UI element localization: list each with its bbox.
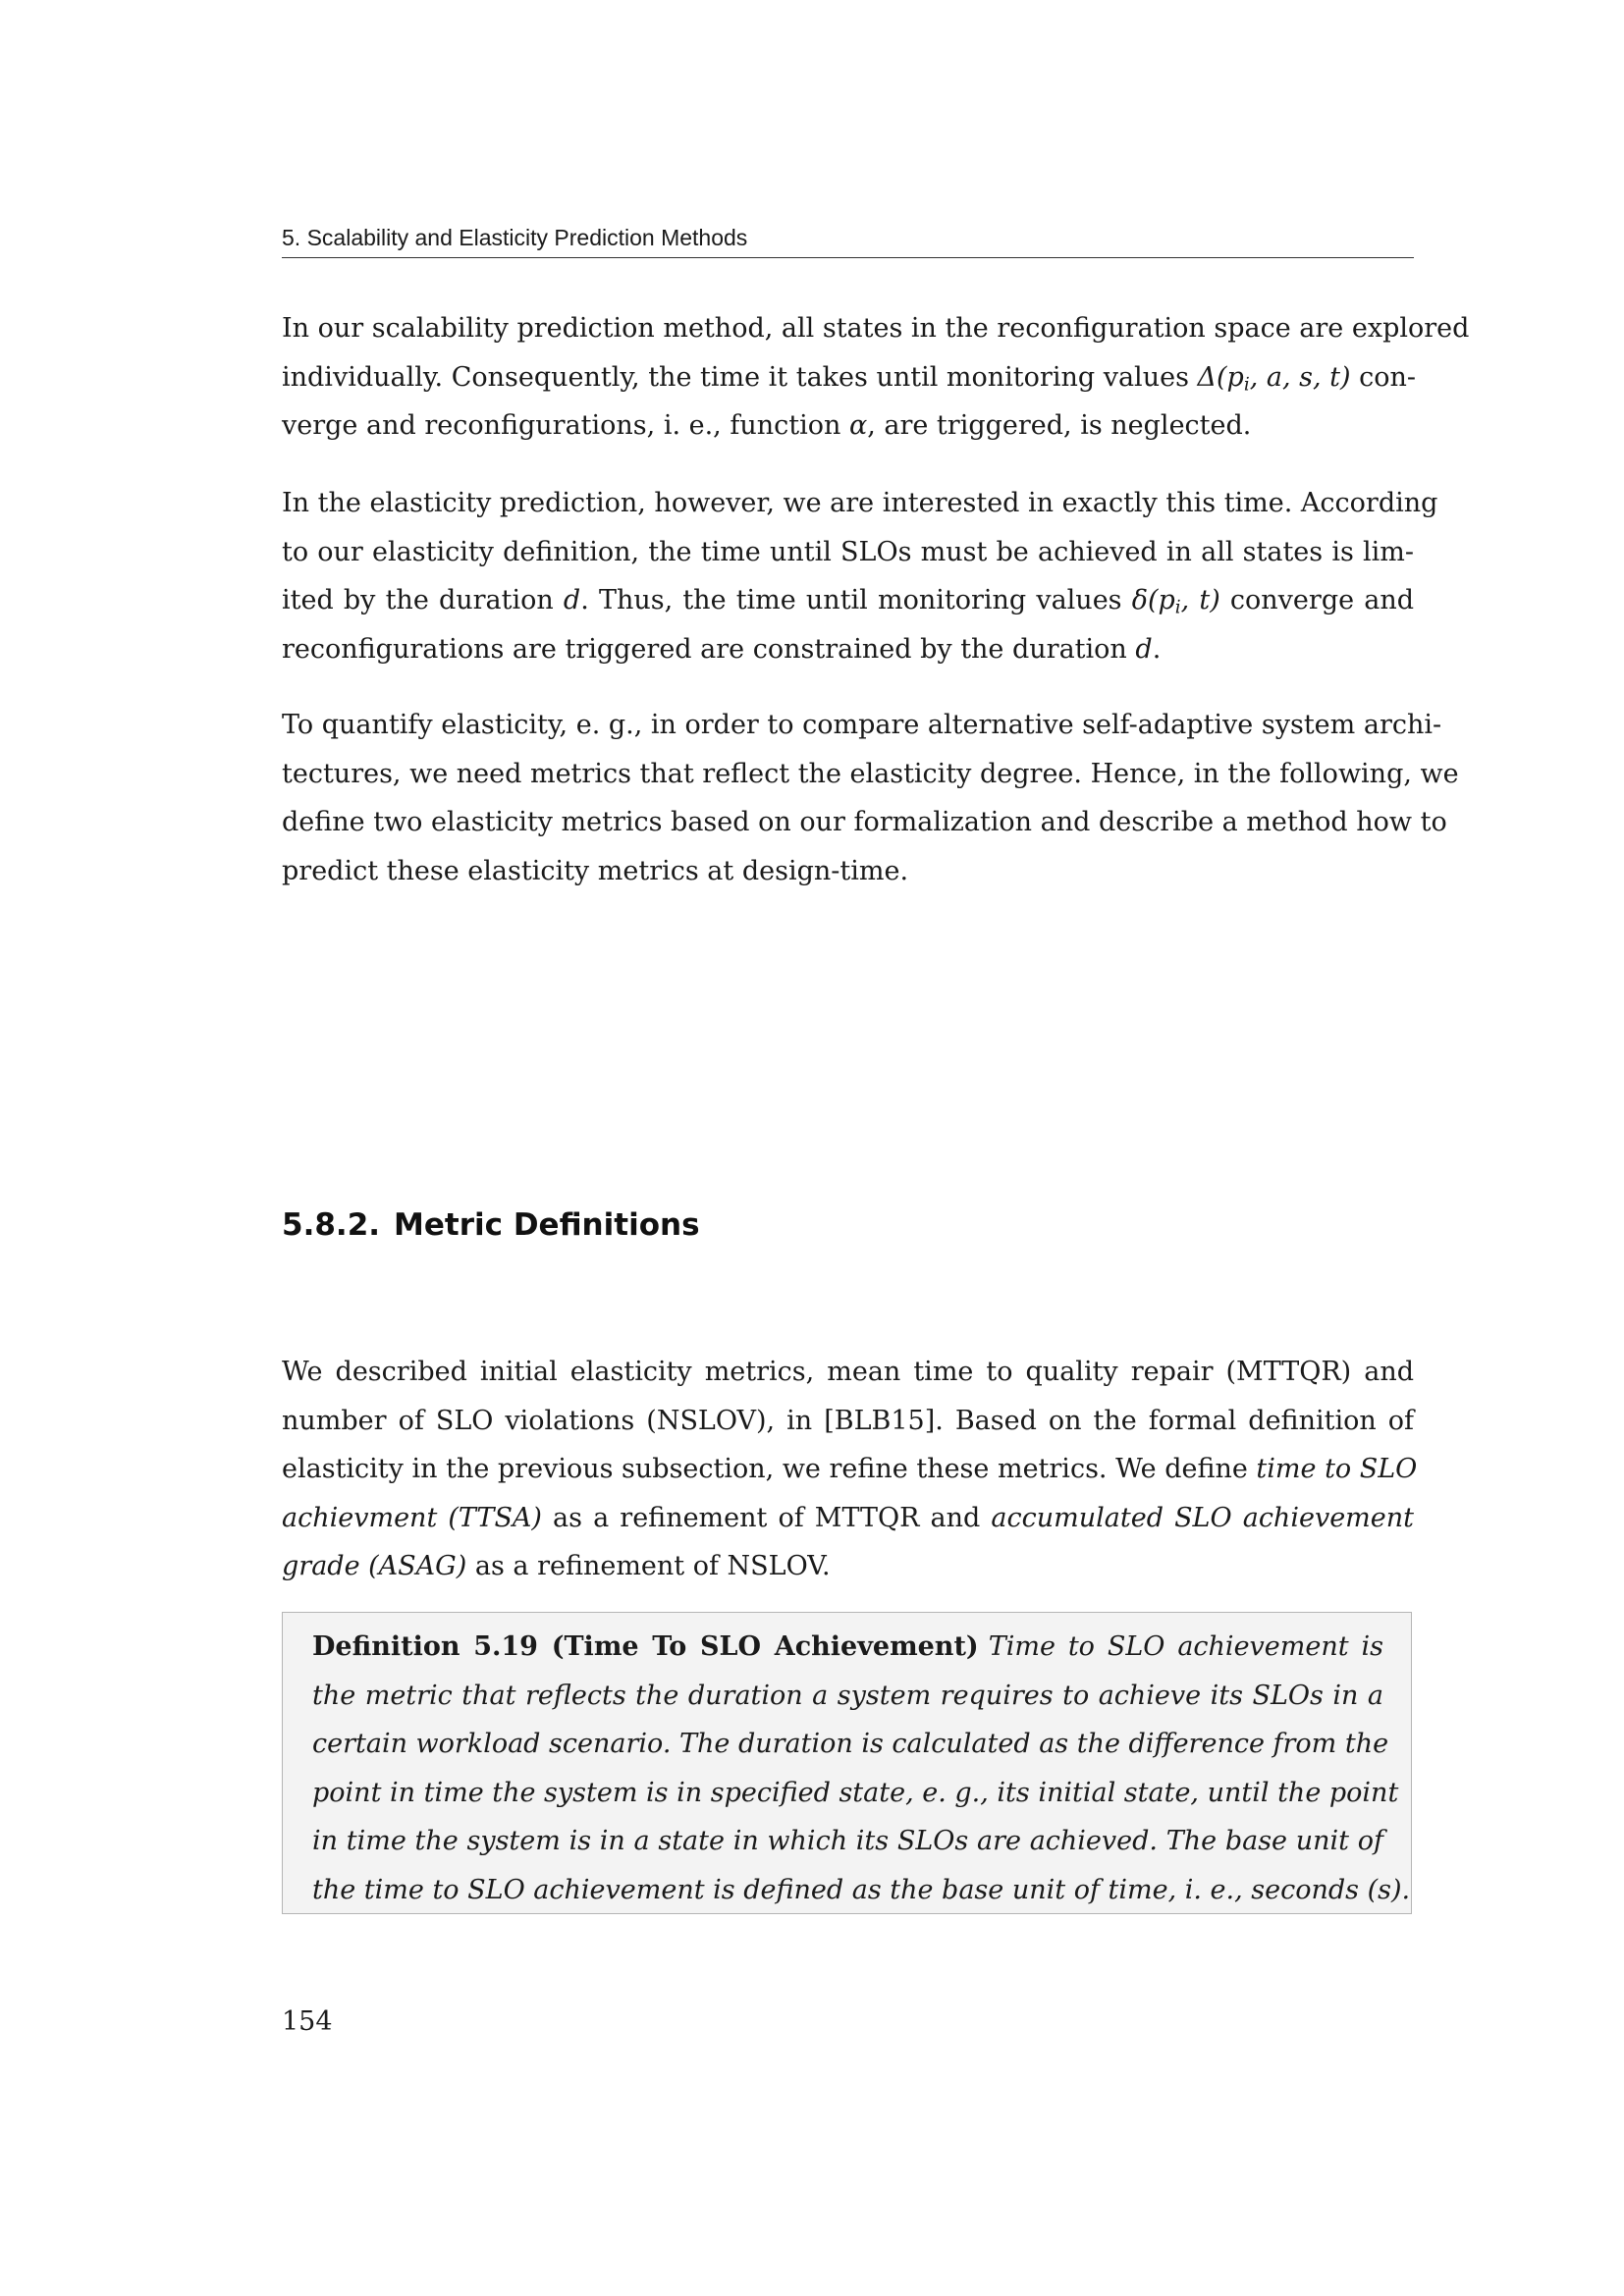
definition-line: Definition 5.19 (Time To SLO Achievement) Time to SLO achievement is [312,1631,1383,1662]
text-line: number of SLO violations (NSLOV), in [BLB15]. Based on the formal definition of [282,1405,1414,1436]
definition-line: the metric that reflects the duration a system requires to achieve its SLOs in a [312,1680,1383,1711]
section-title: Metric Definitions [394,1207,700,1243]
definition-line: in time the system is in a state in which its SLOs are achieved. The base unit of [312,1826,1383,1856]
math-d: d [1135,633,1153,665]
text-line: verge and reconfigurations, i. e., function α, are triggered, is neglected. [282,410,1252,441]
definition-line: the time to SLO achievement is defined as the base unit of time, i. e., seconds (s). [312,1874,1411,1905]
definition-box [282,1612,1412,1914]
text-line: predict these elasticity metrics at design-time. [282,855,909,886]
running-header: 5. Scalability and Elasticity Prediction Methods [282,222,1414,258]
section-heading [282,1205,700,1245]
math-delta-small: $\delta(p_i$, t) [1131,585,1220,618]
text-line: ited by the duration d. Thus, the time until monitoring values $\delta(p_i$, t) converge and [282,585,1415,618]
text-line: achievment (TTSA) as a refinement of MTTQR and accumulated SLO achievement [282,1502,1414,1533]
term-asag: accumulated SLO achievement [991,1502,1414,1533]
page-number: 154 [282,2006,333,2037]
term-ttsa: time to SLO [1256,1454,1418,1484]
text-line: grade (ASAG) as a refinement of NSLOV. [282,1551,831,1581]
text-line: To quantify elasticity, e. g., in order to compare alternative self-adaptive system archi- [282,710,1442,740]
text-line: reconfigurations are triggered are constrained by the duration d. [282,633,1162,665]
text-line: We described initial elasticity metrics, mean time to quality repair (MTTQR) and [282,1357,1414,1387]
math-delta-monitoring: $\Delta(p_i$, a, s, t) [1197,361,1351,396]
text-line: In our scalability prediction method, all states in the reconfiguration space are explored [282,313,1470,344]
text-line: In the elasticity prediction, however, we are interested in exactly this time. According [282,488,1438,518]
paragraph-scalability-prediction [282,304,1470,451]
definition-title: Definition 5.19 (Time To SLO Achievement) [312,1631,979,1662]
definition-line: point in time the system is in specified state, e. g., its initial state, until the point [312,1777,1399,1808]
text-line: define two elasticity metrics based on our formalization and describe a method how to [282,807,1447,837]
definition-line: certain workload scenario. The duration is calculated as the difference from the [312,1729,1389,1759]
text-line: individually. Consequently, the time it takes until monitoring values $\Delta(p_i$, a, s, t) con- [282,361,1417,396]
paragraph-metric-definitions [282,1348,1418,1591]
paragraph-elasticity-prediction [282,479,1438,673]
section-number: 5.8.2. [282,1207,381,1243]
term-ttsa: achievment (TTSA) [282,1502,542,1533]
paragraph-quantify-elasticity [282,701,1459,895]
text-line: elasticity in the previous subsection, we refine these metrics. We define time to SLO [282,1454,1418,1484]
term-asag: grade (ASAG) [282,1551,467,1581]
math-alpha: α [848,410,868,441]
math-d: d [563,585,581,615]
text-line: tectures, we need metrics that reflect the elasticity degree. Hence, in the following, we [282,758,1459,789]
text-line: to our elasticity definition, the time until SLOs must be achieved in all states is lim- [282,536,1414,567]
